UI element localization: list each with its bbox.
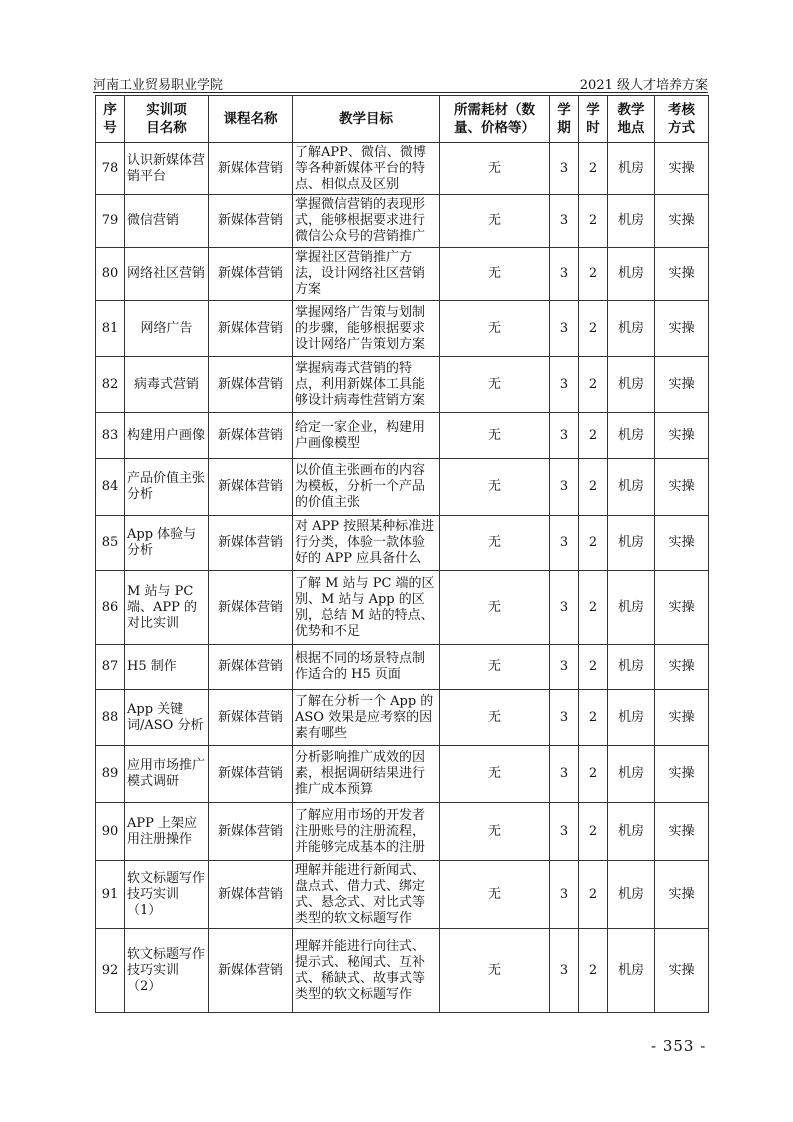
row-no: 79 (96, 195, 125, 248)
row-no: 82 (96, 357, 125, 413)
row-hours: 2 (579, 195, 608, 248)
row-course: 新媒体营销 (209, 143, 293, 195)
header-rule (93, 92, 708, 93)
row-goal: 对 APP 按照某种标准进行分类，体验一款体验好的 APP 应具备什么 (293, 516, 440, 571)
row-materials: 无 (440, 143, 550, 195)
row-project: 应用市场推广模式调研 (125, 746, 209, 803)
row-goal: 给定一家企业，构建用户画像模型 (293, 413, 440, 459)
row-project: M 站与 PC 端、APP 的对比实训 (125, 571, 209, 645)
row-goal: 了解 M 站与 PC 端的区别、M 站与 App 的区别，总结 M 站的特点、优势和不足 (293, 571, 440, 645)
row-location: 机房 (608, 746, 655, 803)
row-location: 机房 (608, 248, 655, 301)
table-row (96, 690, 709, 746)
row-materials: 无 (440, 516, 550, 571)
col-header-hours: 学时 (579, 96, 608, 143)
col-header-semester: 学期 (550, 96, 579, 143)
row-hours: 2 (579, 645, 608, 690)
row-location: 机房 (608, 571, 655, 645)
row-location: 机房 (608, 195, 655, 248)
row-location: 机房 (608, 803, 655, 861)
table-row (96, 248, 709, 301)
row-materials: 无 (440, 195, 550, 248)
row-location: 机房 (608, 413, 655, 459)
row-location: 机房 (608, 929, 655, 1013)
row-assessment: 实操 (655, 301, 709, 357)
row-hours: 2 (579, 357, 608, 413)
row-location: 机房 (608, 516, 655, 571)
row-semester: 3 (550, 690, 579, 746)
row-materials: 无 (440, 459, 550, 516)
row-hours: 2 (579, 301, 608, 357)
row-project: 构建用户画像 (125, 413, 209, 459)
table-row (96, 645, 709, 690)
row-project: 软文标题写作技巧实训（1） (125, 861, 209, 929)
row-no: 92 (96, 929, 125, 1013)
row-materials: 无 (440, 746, 550, 803)
row-semester: 3 (550, 929, 579, 1013)
row-course: 新媒体营销 (209, 861, 293, 929)
row-semester: 3 (550, 143, 579, 195)
col-header-location: 教学地点 (608, 96, 655, 143)
table-body (96, 143, 709, 1013)
row-project: App 关键词/ASO 分析 (125, 690, 209, 746)
row-materials: 无 (440, 645, 550, 690)
row-materials: 无 (440, 861, 550, 929)
row-hours: 2 (579, 516, 608, 571)
row-course: 新媒体营销 (209, 301, 293, 357)
row-no: 88 (96, 690, 125, 746)
row-hours: 2 (579, 143, 608, 195)
page-header (93, 72, 708, 92)
institution-name: 河南工业贸易职业学院 (93, 78, 224, 93)
row-project: App 体验与分析 (125, 516, 209, 571)
row-semester: 3 (550, 645, 579, 690)
row-location: 机房 (608, 357, 655, 413)
row-semester: 3 (550, 459, 579, 516)
row-location: 机房 (608, 459, 655, 516)
row-location: 机房 (608, 143, 655, 195)
row-no: 87 (96, 645, 125, 690)
col-header-assessment: 考核方式 (655, 96, 709, 143)
row-goal: 理解并能进行新闻式、盘点式、借力式、绑定式、悬念式、对比式等类型的软文标题写作 (293, 861, 440, 929)
row-semester: 3 (550, 248, 579, 301)
row-no: 90 (96, 803, 125, 861)
row-assessment: 实操 (655, 861, 709, 929)
table-row (96, 195, 709, 248)
table-row (96, 357, 709, 413)
row-project: APP 上架应用注册操作 (125, 803, 209, 861)
row-no: 81 (96, 301, 125, 357)
table-row (96, 571, 709, 645)
row-assessment: 实操 (655, 357, 709, 413)
row-semester: 3 (550, 516, 579, 571)
table-row (96, 746, 709, 803)
table-row (96, 929, 709, 1013)
row-course: 新媒体营销 (209, 803, 293, 861)
row-semester: 3 (550, 803, 579, 861)
row-course: 新媒体营销 (209, 357, 293, 413)
row-location: 机房 (608, 861, 655, 929)
row-no: 83 (96, 413, 125, 459)
row-assessment: 实操 (655, 459, 709, 516)
page-number: - 353 - (651, 1037, 707, 1055)
row-project: H5 制作 (125, 645, 209, 690)
table-row (96, 143, 709, 195)
row-goal: 分析影响推广成效的因素，根据调研结果进行推广成本预算 (293, 746, 440, 803)
table-row (96, 301, 709, 357)
row-assessment: 实操 (655, 690, 709, 746)
row-materials: 无 (440, 248, 550, 301)
row-project: 网络社区营销 (125, 248, 209, 301)
training-table (95, 95, 709, 1013)
row-hours: 2 (579, 459, 608, 516)
row-no: 84 (96, 459, 125, 516)
row-materials: 无 (440, 301, 550, 357)
row-hours: 2 (579, 248, 608, 301)
row-materials: 无 (440, 803, 550, 861)
table-row (96, 516, 709, 571)
row-location: 机房 (608, 690, 655, 746)
row-location: 机房 (608, 645, 655, 690)
table-row (96, 413, 709, 459)
row-hours: 2 (579, 413, 608, 459)
row-goal: 根据不同的场景特点制作适合的 H5 页面 (293, 645, 440, 690)
row-semester: 3 (550, 746, 579, 803)
row-no: 86 (96, 571, 125, 645)
row-no: 80 (96, 248, 125, 301)
table-header-row (96, 96, 709, 143)
row-goal: 掌握社区营销推广方法，设计网络社区营销方案 (293, 248, 440, 301)
table-row (96, 861, 709, 929)
row-goal: 掌握微信营销的表现形式，能够根据要求进行微信公众号的营销推广 (293, 195, 440, 248)
plan-title: 2021 级人才培养方案 (579, 78, 708, 93)
row-materials: 无 (440, 690, 550, 746)
row-goal: 了解在分析一个 App 的ASO 效果是应考察的因素有哪些 (293, 690, 440, 746)
row-no: 89 (96, 746, 125, 803)
row-course: 新媒体营销 (209, 413, 293, 459)
row-course: 新媒体营销 (209, 516, 293, 571)
row-assessment: 实操 (655, 248, 709, 301)
col-header-course: 课程名称 (209, 96, 293, 143)
row-semester: 3 (550, 861, 579, 929)
row-course: 新媒体营销 (209, 929, 293, 1013)
row-hours: 2 (579, 929, 608, 1013)
row-semester: 3 (550, 571, 579, 645)
row-project: 产品价值主张分析 (125, 459, 209, 516)
row-hours: 2 (579, 690, 608, 746)
row-semester: 3 (550, 195, 579, 248)
row-materials: 无 (440, 571, 550, 645)
row-no: 78 (96, 143, 125, 195)
row-assessment: 实操 (655, 143, 709, 195)
row-hours: 2 (579, 571, 608, 645)
row-project: 认识新媒体营销平台 (125, 143, 209, 195)
row-materials: 无 (440, 413, 550, 459)
row-project: 病毒式营销 (125, 357, 209, 413)
row-assessment: 实操 (655, 645, 709, 690)
row-goal: 理解并能进行向往式、提示式、秘闻式、互补式、稀缺式、故事式等类型的软文标题写作 (293, 929, 440, 1013)
row-materials: 无 (440, 357, 550, 413)
row-course: 新媒体营销 (209, 746, 293, 803)
row-semester: 3 (550, 301, 579, 357)
col-header-no: 序号 (96, 96, 125, 143)
row-location: 机房 (608, 301, 655, 357)
row-course: 新媒体营销 (209, 690, 293, 746)
row-hours: 2 (579, 803, 608, 861)
row-goal: 了解应用市场的开发者注册账号的注册流程，并能够完成基本的注册 (293, 803, 440, 861)
row-materials: 无 (440, 929, 550, 1013)
row-goal: 掌握病毒式营销的特点，利用新媒体工具能够设计病毒性营销方案 (293, 357, 440, 413)
row-project: 网络广告 (125, 301, 209, 357)
row-goal: 以价值主张画布的内容为模板，分析一个产品的价值主张 (293, 459, 440, 516)
row-semester: 3 (550, 413, 579, 459)
row-no: 85 (96, 516, 125, 571)
row-hours: 2 (579, 861, 608, 929)
row-project: 软文标题写作技巧实训（2） (125, 929, 209, 1013)
row-course: 新媒体营销 (209, 571, 293, 645)
row-course: 新媒体营销 (209, 195, 293, 248)
row-assessment: 实操 (655, 929, 709, 1013)
row-no: 91 (96, 861, 125, 929)
row-goal: 了解APP、微信、微博等各种新媒体平台的特点、相似点及区别 (293, 143, 440, 195)
row-course: 新媒体营销 (209, 459, 293, 516)
row-assessment: 实操 (655, 803, 709, 861)
table-row (96, 803, 709, 861)
row-hours: 2 (579, 746, 608, 803)
row-assessment: 实操 (655, 746, 709, 803)
row-assessment: 实操 (655, 571, 709, 645)
col-header-materials: 所需耗材（数量、价格等） (440, 96, 550, 143)
row-semester: 3 (550, 357, 579, 413)
row-course: 新媒体营销 (209, 645, 293, 690)
row-assessment: 实操 (655, 195, 709, 248)
row-course: 新媒体营销 (209, 248, 293, 301)
row-project: 微信营销 (125, 195, 209, 248)
col-header-goal: 教学目标 (293, 96, 440, 143)
col-header-project: 实训项目名称 (125, 96, 209, 143)
table-row (96, 459, 709, 516)
row-assessment: 实操 (655, 413, 709, 459)
row-assessment: 实操 (655, 516, 709, 571)
row-goal: 掌握网络广告策与划制的步骤，能够根据要求设计网络广告策划方案 (293, 301, 440, 357)
